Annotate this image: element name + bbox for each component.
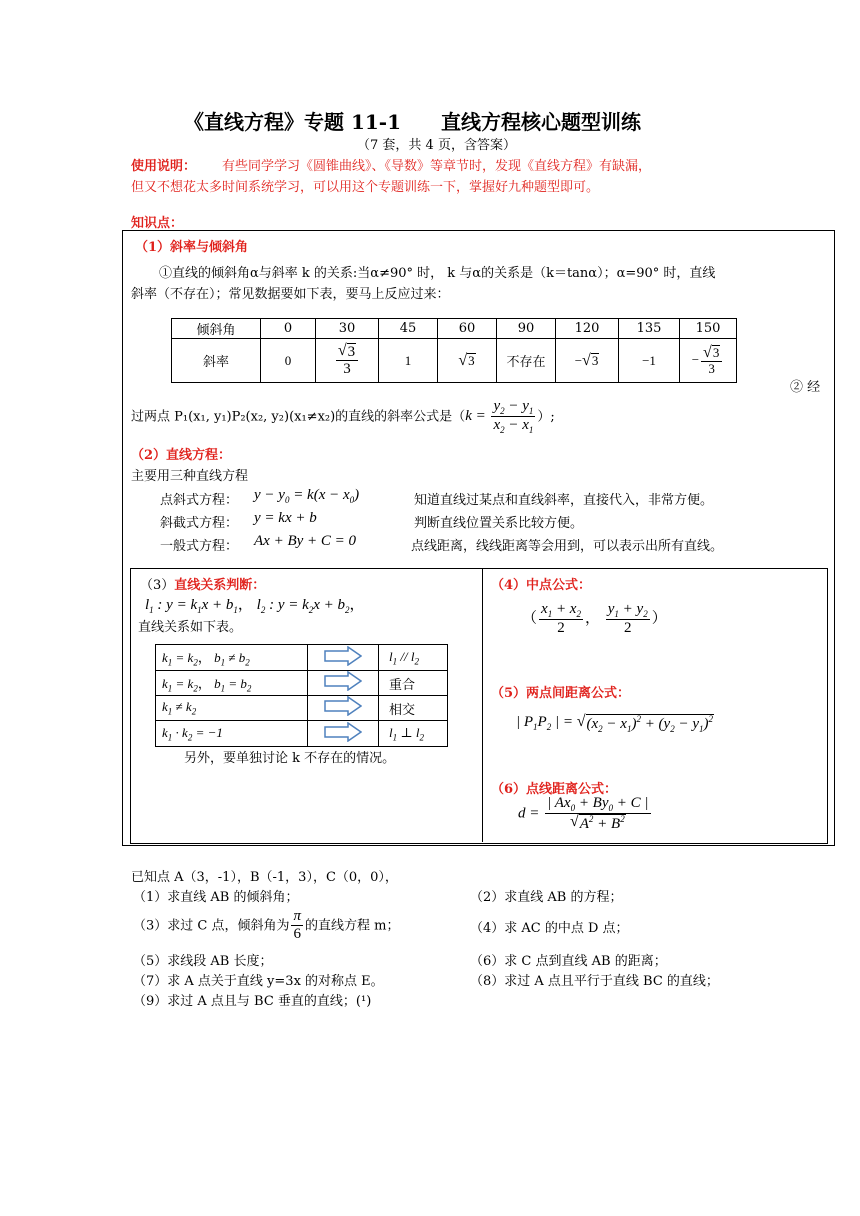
exercise-q1: （1）求直线 AB 的倾斜角； (133, 890, 299, 905)
pi-over-6: $\frac{\pi}{6}$ (293, 908, 301, 943)
relation-coincide: 重合 (379, 671, 448, 696)
exercise-q8: （8）求过 A 点且平行于直线 BC 的直线； (470, 974, 719, 989)
right-arrow-icon (324, 696, 362, 716)
right-arrow-icon (324, 671, 362, 691)
exercise-q5: （5）求线段 AB 长度； (133, 954, 273, 969)
section4-heading: （4）中点公式： (491, 578, 592, 593)
exercise-q3-text: （3）求过 C 点，倾斜角为 (133, 918, 290, 934)
general-form-desc: 点线距离，线线距离等会用到，可以表示出所有直线。 (411, 539, 724, 554)
section3-note: 另外，要单独讨论 k 不存在的情况。 (184, 751, 396, 766)
exercise-q3 (133, 908, 399, 944)
relation-arrow (308, 696, 379, 721)
relation-condition: $k_1 = k_2$， $b_1 \ne b_2$ (156, 645, 308, 671)
usage-line-1: 有些同学学习《圆锥曲线》、《导数》等章节时，发现《直线方程》有缺漏， (222, 159, 652, 174)
distance-formula: | $P_1P_2$ | = √ $(x_2 - x_1)^2 + (y_2 - y_1)^2$ (516, 713, 713, 734)
slope-intercept-desc: 判断直线位置关系比较方便。 (414, 516, 584, 531)
slope-header: 斜率 (172, 339, 261, 383)
slope-cell-sqrt3: √ 3 (438, 339, 497, 383)
slope-intercept-label: 斜截式方程： (160, 516, 239, 531)
right-arrow-icon (324, 722, 362, 742)
page-subtitle: （7 套，共 4 页，含答案） (357, 138, 516, 153)
usage-label: 使用说明： (131, 159, 197, 174)
relation-arrow (308, 721, 379, 747)
angle-cell: 135 (619, 319, 680, 339)
section5-heading: （5）两点间距离公式： (491, 686, 631, 701)
slope-formula-text: 过两点 P₁(x₁, y₁)P₂(x₂, y₂)(x₁≠x₂)的直线的斜率公式是（ (131, 409, 466, 425)
section1-item2-marker: ② 经 (790, 380, 821, 395)
slope-cell: 0 (261, 339, 316, 383)
relation-parallel: $l_1 // l_2$ (379, 645, 448, 671)
right-arrow-icon (324, 646, 362, 666)
angle-cell: 0 (261, 319, 316, 339)
slope-intercept-formula: y = kx + b (254, 510, 317, 526)
exercise-q6: （6）求 C 点到直线 AB 的距离； (470, 954, 667, 969)
midpoint-formula: （ $\frac{x_1 + x_2}{2}$ ， $\frac{y_1 + y_2}{2}$ ） (522, 601, 667, 637)
exercise-q3-end: 的直线方程 m； (305, 918, 400, 934)
relation-arrow (308, 671, 379, 696)
knowledge-label: 知识点： (131, 216, 184, 231)
relations-divider (482, 569, 483, 842)
angle-cell: 30 (316, 319, 379, 339)
angle-cell: 60 (438, 319, 497, 339)
slope-formula-line (131, 398, 555, 436)
slope-cell-neg-sqrt3: − √ 3 (556, 339, 619, 383)
point-slope-desc: 知道直线过某点和直线斜率，直接代入，非常方便。 (414, 493, 714, 508)
slope-cell: −1 (619, 339, 680, 383)
relation-arrow (308, 645, 379, 671)
line-definitions: $l_1$ : $y = k_1x + b_1$， $l_2$ : $y = k_2x + b_2$， (145, 597, 365, 615)
section3-table-intro: 直线关系如下表。 (138, 620, 243, 635)
exercise-q9: （9）求过 A 点且与 BC 垂直的直线；(¹) (133, 994, 372, 1009)
angle-slope-table (171, 318, 737, 383)
section6-heading: （6）点线距离公式： (491, 782, 618, 797)
angle-cell: 150 (680, 319, 737, 339)
section1-heading: （1）斜率与倾斜角 (135, 240, 249, 255)
slope-cell-sqrt3-over-3: √ 3 3 (316, 339, 379, 383)
page-title: 《直线方程》专题 11-1 直线方程核心题型训练 (184, 110, 642, 134)
angle-header: 倾斜角 (172, 319, 261, 339)
general-form-label: 一般式方程： (160, 539, 239, 554)
angle-cell: 45 (379, 319, 438, 339)
general-form-formula: Ax + By + C = 0 (254, 533, 357, 549)
section2-intro: 主要用三种直线方程 (131, 469, 249, 484)
section3-heading (140, 574, 265, 593)
section2-heading: （2）直线方程： (131, 448, 232, 463)
usage-line-2: 但又不想花太多时间系统学习，可以用这个专题训练一下，掌握好九种题型即可。 (131, 180, 600, 195)
section3-title: 直线关系判断： (174, 578, 266, 593)
relations-table (155, 644, 448, 747)
exercise-q2: （2）求直线 AB 的方程； (470, 890, 623, 905)
section1-para-2: 斜率（不存在）；常见数据要如下表，要马上反应过来： (131, 287, 450, 302)
relation-condition: $k_1 \cdot k_2 = -1$ (156, 721, 308, 747)
relation-intersect: 相交 (379, 696, 448, 721)
angle-cell: 120 (556, 319, 619, 339)
slope-cell-neg-sqrt3-over-3: − √ 3 3 (680, 339, 737, 383)
angle-cell: 90 (497, 319, 556, 339)
slope-formula: k = $\frac{y_2 - y_1}{x_2 - x_1}$ (465, 398, 534, 436)
section1-para-1: ①直线的倾斜角α与斜率 k 的关系:当α≠90° 时， k 与α的关系是（k＝tanα）；α=90° 时，直线 (159, 266, 716, 281)
slope-formula-end: ）; (537, 409, 555, 425)
exercise-q4: （4）求 AC 的中点 D 点； (470, 921, 629, 936)
point-slope-formula: $y - y_0 = k(x - x_0)$ (254, 487, 360, 505)
exercise-given: 已知点 A（3，-1），B（-1，3），C（0，0）， (131, 870, 398, 885)
section3-num: （3） (140, 578, 175, 593)
relation-perpendicular: $l_1$ ⊥ $l_2$ (379, 721, 448, 747)
slope-cell: 1 (379, 339, 438, 383)
slope-cell-undefined: 不存在 (497, 339, 556, 383)
point-slope-label: 点斜式方程： (160, 493, 239, 508)
relation-condition: $k_1 = k_2$， $b_1 = b_2$ (156, 671, 308, 696)
point-line-distance-formula: d = | $Ax_0 + By_0 + C$ | √ $A^2 + B^2$ (518, 795, 649, 833)
relation-condition: $k_1 \ne k_2$ (156, 696, 308, 721)
exercise-q7: （7）求 A 点关于直线 y=3x 的对称点 E。 (133, 974, 384, 989)
